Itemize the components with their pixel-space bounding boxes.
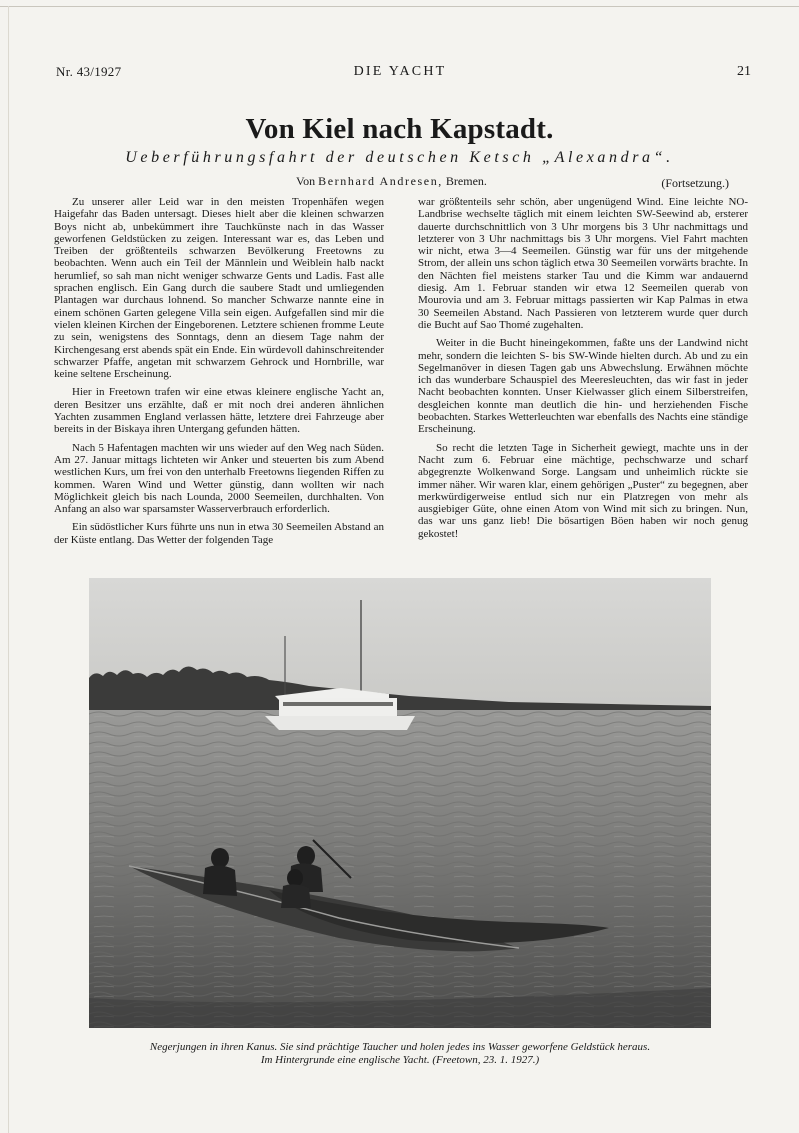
paragraph: Weiter in die Bucht hineingekommen, faßte uns der Landwind nicht mehr, sondern die leichten S- bis SW-Winde hielten durch. Ab und zu ein Segelmanöver in diesen Tagen gab uns Abwechslung. Erwähnen möchte ich das wunderbare Schauspiel des Meeresleuchten, das wir fast in jeder Nacht beobachten konnten. Unser Kielwasser glich einem Silberstreifen, desgleichen konnte man deutlich die hin- und herziehenden Fische beobachten. Starkes Wetterleuchten war ebenfalls des Nachts eine ständige Erscheinung. (418, 337, 748, 436)
paragraph: war größtenteils sehr schön, aber ungenügend Wind. Eine leichte NO-Landbrise wechselte täglich mit einem leichten SW-Seewind ab, ersterer dauerte durchschnittlich von 3 Uhr morgens bis 3 Uhr nachmittags und letzterer von 3 Uhr nachmittags bis 3 Uhr morgens. Viel Fahrt machten wir nicht, etwa 3—4 Seemeilen. Günstig war für uns der mitgehende Strom, der allein uns schon täglich etwa 30 Seemeilen vorwärts brachte. In den Nächten fiel meistens starker Tau und die Kimm war andauernd diesig. Am 1. Februar standen wir etwa 12 Seemeilen querab von Mourovia und am 3. Februar mittags passierten wir Kap Palmas in etwa 30 Seemeilen Abstand. Nach Passieren von letzterem wurde quer durch die Bucht auf Sao Thomé zugehalten. (418, 196, 748, 331)
magazine-name: DIE YACHT (353, 64, 447, 79)
page-number: 21 (737, 64, 751, 79)
text-column-left (54, 196, 384, 552)
caption-line: Im Hintergrunde eine englische Yacht. (Freetown, 23. 1. 1927.) (260, 1053, 540, 1066)
byline-prefix: Von (296, 174, 316, 188)
paragraph: Hier in Freetown trafen wir eine etwas kleinere englische Yacht an, deren Besitzer uns erzählte, daß er mit noch drei anderen ähnlichen Yachten zusammen England verlassen hätte, letztere drei Fahrzeuge aber bereits in der Biskaya ihren Untergang gefunden hätten. (54, 386, 384, 436)
paragraph: So recht die letzten Tage in Sicherheit gewiegt, machte uns in der Nacht zum 6. Februar eine mächtige, pechschwarze und scharf abgegrenzte Wolkenwand Sorge. Langsam und unheimlich rückte sie immer näher. Wir waren klar, einem gehörigen „Puster“ zu begegnen, aber merkwürdigerweise entlud sich nur ein Platzregen von mehr als ausgiebiger Güte, ohne einen Atom von Wind mit sich zu bringen. Nun, das war uns ganz lieb! Die bösartigen Böen haben wir noch genug gekostet! (418, 441, 748, 540)
text-column-right (418, 196, 748, 546)
issue-number: Nr. 43/1927 (56, 64, 122, 79)
caption-line: Negerjungen in ihren Kanus. Sie sind prächtige Taucher und holen jedes ins Wasser geworfene Geldstück heraus. (149, 1041, 651, 1053)
byline (296, 174, 487, 189)
photo-illustration (89, 578, 711, 1028)
author-name: Bernhard Andresen, (318, 174, 443, 188)
article-subtitle: Ueberführungsfahrt der deutschen Ketsch „Alexandra“. (125, 149, 674, 166)
paragraph: Nach 5 Hafentagen machten wir uns wieder auf den Weg nach Süden. Am 27. Januar mittags lichteten wir Anker und steuerten bis zum Abend westlichen Kurs, um frei von den unterhalb Freetowns liegenden Riffen zu kommen. Waren Wind und Wetter günstig, dann wollten wir nach Möglichkeit gleich bis nach Lounda, 2000 Seemeilen, durchhalten. Von Anfang an also war sparsamster Wasserverbrauch erforderlich. (54, 441, 384, 516)
article-title: Von Kiel nach Kapstadt. (245, 113, 554, 145)
page-left-edge (8, 6, 9, 1133)
continuation-note: (Fortsetzung.) (661, 176, 729, 190)
canoe-photograph (89, 578, 711, 1028)
photo-caption (60, 1041, 740, 1066)
paragraph: Ein südöstlicher Kurs führte uns nun in etwa 30 Seemeilen Abstand an der Küste entlang. Das Wetter der folgenden Tage (54, 521, 384, 546)
author-place: Bremen. (445, 174, 487, 188)
water-ripples (89, 710, 711, 1028)
page-top-edge (0, 6, 799, 7)
paragraph: Zu unserer aller Leid war in den meisten Tropenhäfen wegen Haigefahr das Baden untersagt. Dieses hielt aber die kleinen schwarzen Boys nicht ab, unbekümmert ihre Tauchkünste nach in das Wasser geworfenen Geldstücken zu zeigen. Interessant war es, das Leben und Treiben der größtenteils schwarzen Bevölkerung Freetowns zu beobachten. Wenn auch ein Teil der Männlein und Weiblein halb nackt herumlief, so sah man nicht weniger schwarze Gents und Ladis. Fast alle sprachen englisch. Ein Gang durch die saubere Stadt und umliegenden Plantagen war durchaus lohnend. So mancher Schwarze nannte eine in einem schönen Garten gelegene Villa sein eigen. Aufgefallen sind mir die vielen kleinen Kirchen der Eingeborenen. Letztere schienen fromme Leute zu sein, wenigstens des Sonntags, denn an diesem Tage nahm der Kirchengesang erst abends spät ein Ende. Ein würdevoll dahinschreitender schwarzer Pfaffe, angetan mit schwarzem Gehrock und Hornbrille, war keine seltene Erscheinung. (54, 196, 384, 381)
